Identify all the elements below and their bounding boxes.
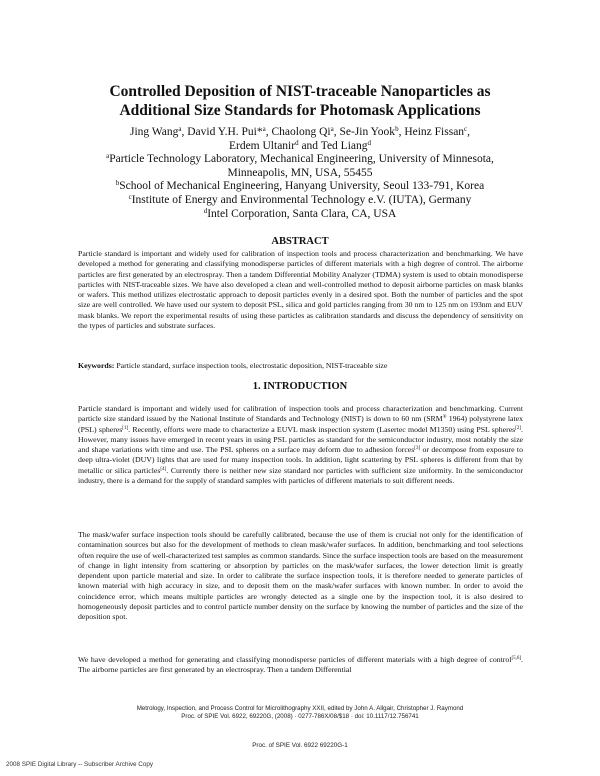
proceedings-footer [60,705,540,721]
author-affil-mark: c [464,125,468,133]
author-name: Ted Liang [320,139,368,152]
citation: [3] [414,446,421,452]
citation: [4] [160,466,167,472]
author-name: David Y.H. Pui* [187,126,263,138]
citation: [2] [515,425,522,431]
affiliation-cont: Minneapolis, MN, USA, 55455 [227,166,373,179]
registered-mark: ® [442,415,447,421]
text-run: 1964) polystyrene latex (PSL) spheres [78,414,523,434]
author-name: Heinz Fissan [404,126,465,138]
affil-text: Particle Technology Laboratory, Mechanical Engineering, University of Minnesota, [109,153,494,166]
affil-text: School of Mechanical Engineering, Hanyang University, Seoul 133-791, Korea [119,180,485,193]
affiliation [60,153,540,167]
text-run: . However, many issues have emerged in recent years in using PSL particles as standard for the semiconductor industry, most notably the size and shape variations with time and use. The PSL spheres on a surface may deform due to adhesion forces [78,424,523,455]
affil-text: Institute of Energy and Environmental Technology e.V. (IUTA), Germany [131,193,472,206]
text-run: . Recently, efforts were made to characterize a EUVL mask inspection system (Lasertec model M1350) using PSL spheres [128,424,516,434]
citation: [5,6] [511,656,522,661]
page-reference: Proc. of SPIE Vol. 6922 69220G-1 [252,742,348,749]
affil-text: Intel Corporation, Santa Clara, CA, USA [207,207,397,220]
footer-line: Metrology, Inspection, and Process Control for Microlithography XXII, edited by John A. Allgair, Christopher J. Raymond [136,705,464,712]
keywords-label: Keywords: [78,361,115,370]
text-run: or decompose from exposure to deep ultra-violet (DUV) lights that are used for many inspection tools. In addition, light scattering by PSL spheres is different from that by metallic or silica particles [78,445,523,475]
text-run: . Currently there is neither new size standard nor particles with sufficient size uniformity. In the semiconductor industry, there is a demand for the supply of standard samples with particles of different materials to suit different needs. [78,465,523,486]
author-line: Jing Wang$^a$, David Y.H. Pui*$^a$, Chaolong Qi$^a$, Se-Jin Yook$^b$, Heinz Fissan$^c$, [129,125,471,138]
affil-mark: c [128,192,132,201]
author-line [60,140,540,154]
author-block [60,126,540,221]
author-affil-mark: d [295,138,299,147]
citation: [1] [122,425,129,431]
paper-title [60,82,540,120]
affiliation [60,194,540,208]
affiliation [60,180,540,194]
affil-mark: a [106,152,110,161]
footer-line: Proc. of SPIE Vol. 6922, 69220G, (2008) · 0277-786X/08/$18 · doi: 10.1117/12.756741 [181,713,419,720]
author-conjunction: and [301,139,319,152]
author-affil-mark: d [367,138,372,147]
intro-paragraph-2: The mask/wafer surface inspection tools should be carefully calibrated, because the use of them is crucial not only for the identification of contamination sources but also for the development of methods to clean mask/wafer surfaces. In addition, benchmarking and tool selections often require the use of well-characterized test samples as common standards. Since the surface inspection tools are based on the measurement of change in light intensity from scattering or absorption by particles on the mask/wafer surfaces, the lower detection limit is greatly dependent upon particle material and size. In order to calibrate the surface inspection tools, it is therefore needed to generate particles of known material with high accuracy in size, and to deposit them on the mask/wafer surfaces with known number. In order to avoid the coincidence error, which means multiple particles are wrongly detected as a single one by the inspection tool, it is also desired to homogeneously deposit particles and to control particle number density on the surface by knowing the number of particles and the size of the deposition spot. [78,530,523,622]
affil-mark: b [115,179,120,188]
abstract-heading: ABSTRACT [271,236,329,247]
author-affil-mark: a [178,125,182,133]
author-name: Erdem Ultanir [228,139,296,152]
title-line: Additional Size Standards for Photomask Applications [119,102,481,119]
abstract-text: Particle standard is important and widely used for calibration of inspection tools and process characterization and benchmarking. We have developed a method for generating and classifying monodisperse particles of different materials with a high degree of control. The airborne particles are first generated by an electrospray. Then a tandem Differential Mobility Analyzer (TDMA) system is used to obtain monodisperse particles with NIST-traceable sizes. We have also developed a clean and well-controlled method to deposit airborne particles on mask blanks or wafers. This method utilizes electrostatic approach to deposit particles evenly in a desired spot. Both the number of particles and the spot size are well controlled. We have used our system to deposit PSL, silica and gold particles ranging from 30 nm to 125 nm on 193nm and EUV mask blanks. We report the experimental results of using these particles as calibration standards and discuss the dependency of sensitivity on the types of particles and substrate surfaces. [78,249,523,331]
affiliation [60,208,540,222]
text-run: Particle standard is important and widely used for calibration of inspection tools and process characterization and benchmarking. Current particle size standard issued by the National Institute of Standards and Technology (NIST) is down to 60 nm (SRM [78,404,523,424]
author-name: Chaolong Qi [271,126,331,138]
author-name: Se-Jin Yook [339,126,396,138]
author-name: Jing Wang [129,126,179,138]
title-line: Controlled Deposition of NIST-traceable Nanoparticles as [109,83,491,100]
text-run: . The airborne particles are first generated by an electrospray. Then a tandem Differential [78,655,523,675]
archive-note: 2008 SPIE Digital Library -- Subscriber Archive Copy [6,761,153,768]
keywords-line [78,361,523,371]
author-affil-mark: b [395,125,399,133]
intro-paragraph-1 [78,404,523,486]
intro-heading: 1. INTRODUCTION [252,381,348,392]
intro-paragraph-3 [78,655,523,676]
affil-mark: d [203,206,208,215]
author-affil-mark: a [330,125,334,133]
text-run: We have developed a method for generating and classifying monodisperse particles of different materials with a high degree of control [78,655,512,664]
author-affil-mark: a [262,125,266,133]
keywords-text: Particle standard, surface inspection tools, electrostatic deposition, NIST-traceable size [116,361,388,370]
